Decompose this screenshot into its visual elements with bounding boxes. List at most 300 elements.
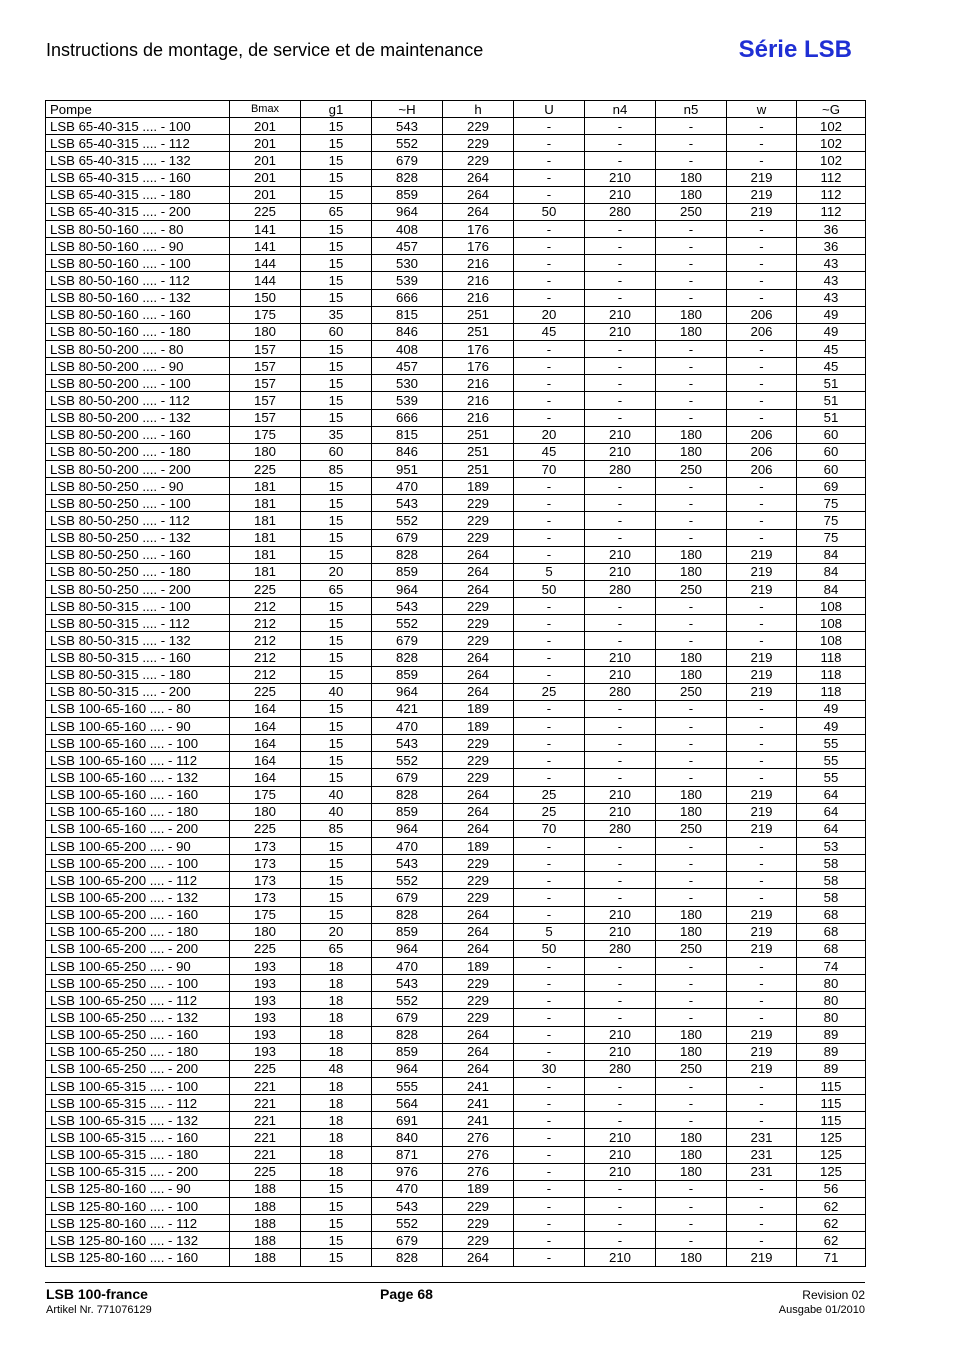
cell-w: - [727, 1232, 797, 1249]
cell-bmax: 221 [230, 1112, 301, 1129]
cell-n4: 210 [585, 169, 656, 186]
cell-h-approx: 828 [372, 1026, 443, 1043]
cell-w: - [727, 238, 797, 255]
cell-u: 25 [514, 803, 585, 820]
cell-n4: - [585, 238, 656, 255]
cell-u: - [514, 118, 585, 135]
table-row [46, 632, 866, 649]
cell-w: - [727, 975, 797, 992]
table-row [46, 306, 866, 323]
cell-u: - [514, 889, 585, 906]
cell-h: 251 [443, 323, 514, 340]
table-row [46, 975, 866, 992]
cell-h: 229 [443, 495, 514, 512]
cell-g-approx: 75 [797, 529, 866, 546]
cell-g1: 85 [301, 460, 372, 477]
cell-g1: 15 [301, 1249, 372, 1266]
cell-n5: - [656, 409, 727, 426]
cell-g-approx: 51 [797, 375, 866, 392]
cell-h-approx: 470 [372, 718, 443, 735]
cell-pompe: LSB 100-65-160 .... - 132 [46, 769, 230, 786]
cell-g-approx: 112 [797, 169, 866, 186]
cell-g1: 18 [301, 1095, 372, 1112]
cell-n4: 210 [585, 1129, 656, 1146]
cell-u: 70 [514, 460, 585, 477]
cell-u: - [514, 1215, 585, 1232]
cell-n5: - [656, 478, 727, 495]
cell-pompe: LSB 100-65-160 .... - 180 [46, 803, 230, 820]
cell-n5: - [656, 958, 727, 975]
table-row [46, 220, 866, 237]
cell-h-approx: 543 [372, 495, 443, 512]
cell-pompe: LSB 80-50-200 .... - 112 [46, 392, 230, 409]
cell-pompe: LSB 65-40-315 .... - 112 [46, 135, 230, 152]
cell-w: 219 [727, 923, 797, 940]
cell-bmax: 193 [230, 992, 301, 1009]
cell-h: 264 [443, 940, 514, 957]
cell-h: 264 [443, 186, 514, 203]
cell-n5: - [656, 529, 727, 546]
cell-u: - [514, 495, 585, 512]
cell-n5: 180 [656, 666, 727, 683]
cell-pompe: LSB 100-65-315 .... - 100 [46, 1078, 230, 1095]
cell-g1: 18 [301, 1009, 372, 1026]
cell-bmax: 180 [230, 803, 301, 820]
cell-n5: - [656, 358, 727, 375]
cell-w: - [727, 152, 797, 169]
cell-g1: 65 [301, 580, 372, 597]
cell-u: - [514, 632, 585, 649]
cell-g1: 15 [301, 769, 372, 786]
cell-h: 276 [443, 1146, 514, 1163]
cell-w: - [727, 718, 797, 735]
table-row [46, 340, 866, 357]
cell-g-approx: 64 [797, 786, 866, 803]
cell-h-approx: 828 [372, 786, 443, 803]
cell-w: 206 [727, 323, 797, 340]
table-row [46, 872, 866, 889]
cell-h: 229 [443, 752, 514, 769]
cell-pompe: LSB 80-50-200 .... - 180 [46, 443, 230, 460]
cell-w: 219 [727, 546, 797, 563]
cell-bmax: 225 [230, 1060, 301, 1077]
cell-u: - [514, 975, 585, 992]
cell-u: 20 [514, 306, 585, 323]
cell-h-approx: 846 [372, 323, 443, 340]
cell-h: 229 [443, 889, 514, 906]
cell-g-approx: 64 [797, 820, 866, 837]
cell-g-approx: 80 [797, 975, 866, 992]
cell-pompe: LSB 100-65-315 .... - 132 [46, 1112, 230, 1129]
cell-n4: 210 [585, 1249, 656, 1266]
cell-g-approx: 125 [797, 1146, 866, 1163]
cell-w: 219 [727, 906, 797, 923]
cell-pompe: LSB 80-50-315 .... - 180 [46, 666, 230, 683]
table-row [46, 323, 866, 340]
cell-n4: - [585, 735, 656, 752]
cell-h-approx: 964 [372, 820, 443, 837]
cell-h: 229 [443, 975, 514, 992]
cell-n5: 250 [656, 580, 727, 597]
cell-g-approx: 125 [797, 1163, 866, 1180]
cell-pompe: LSB 80-50-200 .... - 132 [46, 409, 230, 426]
cell-n4: - [585, 1232, 656, 1249]
cell-h-approx: 543 [372, 735, 443, 752]
cell-u: 45 [514, 443, 585, 460]
cell-u: 5 [514, 563, 585, 580]
cell-w: - [727, 1198, 797, 1215]
cell-n5: - [656, 375, 727, 392]
cell-n4: - [585, 478, 656, 495]
cell-n5: 180 [656, 443, 727, 460]
cell-pompe: LSB 80-50-200 .... - 90 [46, 358, 230, 375]
cell-h: 229 [443, 992, 514, 1009]
table-row [46, 923, 866, 940]
cell-n4: 210 [585, 1026, 656, 1043]
cell-bmax: 212 [230, 615, 301, 632]
cell-h-approx: 530 [372, 375, 443, 392]
cell-h-approx: 679 [372, 1009, 443, 1026]
cell-w: - [727, 855, 797, 872]
cell-h-approx: 964 [372, 203, 443, 220]
cell-bmax: 225 [230, 203, 301, 220]
cell-u: - [514, 1095, 585, 1112]
table-row [46, 169, 866, 186]
cell-u: 5 [514, 923, 585, 940]
cell-h-approx: 552 [372, 135, 443, 152]
cell-h: 216 [443, 375, 514, 392]
cell-w: - [727, 512, 797, 529]
cell-u: - [514, 409, 585, 426]
cell-pompe: LSB 100-65-160 .... - 80 [46, 700, 230, 717]
cell-n5: 250 [656, 460, 727, 477]
cell-g-approx: 115 [797, 1095, 866, 1112]
cell-g-approx: 51 [797, 409, 866, 426]
cell-g1: 85 [301, 820, 372, 837]
cell-pompe: LSB 100-65-200 .... - 100 [46, 855, 230, 872]
cell-bmax: 193 [230, 975, 301, 992]
cell-n5: - [656, 838, 727, 855]
cell-bmax: 193 [230, 1043, 301, 1060]
table-row [46, 820, 866, 837]
cell-pompe: LSB 80-50-315 .... - 112 [46, 615, 230, 632]
cell-pompe: LSB 100-65-160 .... - 112 [46, 752, 230, 769]
cell-h-approx: 859 [372, 803, 443, 820]
cell-g1: 18 [301, 1043, 372, 1060]
cell-bmax: 180 [230, 323, 301, 340]
cell-pompe: LSB 80-50-250 .... - 132 [46, 529, 230, 546]
cell-h: 251 [443, 460, 514, 477]
cell-w: 231 [727, 1146, 797, 1163]
cell-g1: 18 [301, 992, 372, 1009]
footer-edition: Ausgabe 01/2010 [778, 1304, 865, 1316]
cell-pompe: LSB 100-65-200 .... - 200 [46, 940, 230, 957]
cell-h-approx: 679 [372, 632, 443, 649]
table-row [46, 426, 866, 443]
cell-n5: - [656, 495, 727, 512]
cell-bmax: 175 [230, 786, 301, 803]
cell-n5: - [656, 975, 727, 992]
cell-u: - [514, 546, 585, 563]
cell-u: 50 [514, 203, 585, 220]
cell-g-approx: 89 [797, 1043, 866, 1060]
cell-n4: 210 [585, 546, 656, 563]
cell-bmax: 193 [230, 1026, 301, 1043]
cell-g1: 15 [301, 186, 372, 203]
cell-h: 229 [443, 152, 514, 169]
cell-h-approx: 859 [372, 186, 443, 203]
cell-pompe: LSB 80-50-160 .... - 90 [46, 238, 230, 255]
cell-n4: 210 [585, 1163, 656, 1180]
cell-g-approx: 60 [797, 426, 866, 443]
cell-bmax: 175 [230, 306, 301, 323]
cell-pompe: LSB 80-50-250 .... - 90 [46, 478, 230, 495]
cell-bmax: 221 [230, 1146, 301, 1163]
cell-u: - [514, 1009, 585, 1026]
cell-g-approx: 112 [797, 186, 866, 203]
cell-bmax: 201 [230, 135, 301, 152]
cell-g-approx: 68 [797, 906, 866, 923]
cell-n4: - [585, 1198, 656, 1215]
cell-g1: 65 [301, 203, 372, 220]
cell-h: 189 [443, 1180, 514, 1197]
cell-h-approx: 555 [372, 1078, 443, 1095]
cell-u: 50 [514, 580, 585, 597]
cell-g-approx: 49 [797, 323, 866, 340]
cell-g1: 18 [301, 1078, 372, 1095]
cell-g1: 15 [301, 632, 372, 649]
cell-h-approx: 552 [372, 512, 443, 529]
cell-n4: - [585, 152, 656, 169]
cell-g1: 20 [301, 563, 372, 580]
cell-w: 219 [727, 666, 797, 683]
cell-w: 219 [727, 683, 797, 700]
cell-n5: - [656, 752, 727, 769]
cell-h-approx: 552 [372, 872, 443, 889]
cell-w: - [727, 872, 797, 889]
cell-bmax: 201 [230, 118, 301, 135]
cell-pompe: LSB 100-65-160 .... - 160 [46, 786, 230, 803]
cell-u: - [514, 135, 585, 152]
cell-bmax: 157 [230, 409, 301, 426]
table-row [46, 1078, 866, 1095]
cell-pompe: LSB 100-65-200 .... - 90 [46, 838, 230, 855]
cell-pompe: LSB 80-50-200 .... - 80 [46, 340, 230, 357]
cell-h-approx: 408 [372, 340, 443, 357]
cell-h-approx: 457 [372, 358, 443, 375]
cell-g-approx: 60 [797, 460, 866, 477]
table-row [46, 889, 866, 906]
cell-h-approx: 964 [372, 1060, 443, 1077]
cell-w: - [727, 495, 797, 512]
cell-h: 241 [443, 1112, 514, 1129]
cell-g-approx: 58 [797, 889, 866, 906]
cell-n5: - [656, 992, 727, 1009]
cell-w: 231 [727, 1163, 797, 1180]
cell-bmax: 225 [230, 580, 301, 597]
cell-g1: 15 [301, 118, 372, 135]
table-row [46, 580, 866, 597]
cell-h: 229 [443, 529, 514, 546]
footer-doc-name: LSB 100-france [46, 1286, 148, 1302]
cell-u: 25 [514, 786, 585, 803]
cell-n5: - [656, 340, 727, 357]
column-header-g1: g1 [301, 101, 372, 118]
cell-u: - [514, 255, 585, 272]
cell-h: 176 [443, 220, 514, 237]
cell-bmax: 193 [230, 958, 301, 975]
cell-u: - [514, 735, 585, 752]
cell-pompe: LSB 100-65-160 .... - 100 [46, 735, 230, 752]
cell-w: 219 [727, 803, 797, 820]
cell-h: 229 [443, 1232, 514, 1249]
cell-h: 176 [443, 358, 514, 375]
cell-n4: - [585, 375, 656, 392]
cell-n5: - [656, 889, 727, 906]
cell-h-approx: 976 [372, 1163, 443, 1180]
cell-w: 219 [727, 786, 797, 803]
cell-g-approx: 108 [797, 615, 866, 632]
cell-n4: - [585, 769, 656, 786]
cell-n4: 210 [585, 803, 656, 820]
cell-u: - [514, 1180, 585, 1197]
cell-bmax: 164 [230, 718, 301, 735]
cell-n4: 210 [585, 186, 656, 203]
cell-g-approx: 49 [797, 700, 866, 717]
cell-h-approx: 691 [372, 1112, 443, 1129]
cell-n5: 180 [656, 186, 727, 203]
cell-bmax: 221 [230, 1095, 301, 1112]
cell-h-approx: 679 [372, 1232, 443, 1249]
cell-n5: - [656, 1215, 727, 1232]
cell-g1: 15 [301, 495, 372, 512]
cell-pompe: LSB 80-50-315 .... - 200 [46, 683, 230, 700]
cell-g1: 40 [301, 803, 372, 820]
cell-w: - [727, 375, 797, 392]
cell-g-approx: 55 [797, 735, 866, 752]
cell-u: - [514, 238, 585, 255]
cell-pompe: LSB 100-65-160 .... - 90 [46, 718, 230, 735]
cell-n4: - [585, 855, 656, 872]
cell-bmax: 212 [230, 649, 301, 666]
table-row [46, 1249, 866, 1266]
cell-pompe: LSB 65-40-315 .... - 160 [46, 169, 230, 186]
table-row [46, 700, 866, 717]
cell-h-approx: 828 [372, 906, 443, 923]
cell-g1: 15 [301, 358, 372, 375]
footer-article-number: Artikel Nr. 771076129 [46, 1304, 152, 1316]
cell-h: 251 [443, 306, 514, 323]
cell-n4: - [585, 718, 656, 735]
cell-bmax: 144 [230, 272, 301, 289]
cell-pompe: LSB 100-65-315 .... - 112 [46, 1095, 230, 1112]
footer-divider [45, 1282, 865, 1283]
cell-pompe: LSB 100-65-250 .... - 180 [46, 1043, 230, 1060]
cell-u: - [514, 649, 585, 666]
cell-h-approx: 859 [372, 563, 443, 580]
cell-g-approx: 75 [797, 512, 866, 529]
cell-n5: - [656, 512, 727, 529]
column-header-n4: n4 [585, 101, 656, 118]
cell-h: 264 [443, 1060, 514, 1077]
table-row [46, 375, 866, 392]
cell-h-approx: 539 [372, 272, 443, 289]
cell-g1: 15 [301, 546, 372, 563]
cell-h: 264 [443, 580, 514, 597]
cell-pompe: LSB 100-65-200 .... - 132 [46, 889, 230, 906]
cell-w: - [727, 409, 797, 426]
table-row [46, 478, 866, 495]
cell-n5: 180 [656, 786, 727, 803]
cell-n5: - [656, 1180, 727, 1197]
cell-n5: - [656, 220, 727, 237]
cell-g-approx: 45 [797, 340, 866, 357]
cell-pompe: LSB 80-50-250 .... - 180 [46, 563, 230, 580]
cell-h-approx: 470 [372, 838, 443, 855]
table-row [46, 752, 866, 769]
cell-u: - [514, 1026, 585, 1043]
cell-g-approx: 84 [797, 546, 866, 563]
cell-h-approx: 951 [372, 460, 443, 477]
cell-h-approx: 964 [372, 580, 443, 597]
cell-g1: 15 [301, 152, 372, 169]
cell-h-approx: 859 [372, 923, 443, 940]
cell-bmax: 157 [230, 358, 301, 375]
cell-h: 229 [443, 118, 514, 135]
cell-n5: 250 [656, 683, 727, 700]
column-header-w: w [727, 101, 797, 118]
cell-h: 264 [443, 1026, 514, 1043]
table-row [46, 958, 866, 975]
cell-g-approx: 89 [797, 1026, 866, 1043]
cell-g-approx: 80 [797, 1009, 866, 1026]
cell-g1: 18 [301, 1026, 372, 1043]
table-row [46, 563, 866, 580]
cell-g-approx: 125 [797, 1129, 866, 1146]
table-row [46, 906, 866, 923]
cell-h-approx: 543 [372, 855, 443, 872]
cell-h-approx: 530 [372, 255, 443, 272]
cell-pompe: LSB 65-40-315 .... - 200 [46, 203, 230, 220]
cell-g1: 15 [301, 169, 372, 186]
cell-bmax: 188 [230, 1198, 301, 1215]
cell-g-approx: 71 [797, 1249, 866, 1266]
cell-bmax: 212 [230, 598, 301, 615]
cell-h-approx: 552 [372, 615, 443, 632]
table-row [46, 1232, 866, 1249]
cell-bmax: 225 [230, 940, 301, 957]
cell-n4: - [585, 135, 656, 152]
cell-g1: 15 [301, 409, 372, 426]
table-row [46, 615, 866, 632]
cell-h-approx: 564 [372, 1095, 443, 1112]
cell-pompe: LSB 80-50-160 .... - 180 [46, 323, 230, 340]
cell-g1: 40 [301, 683, 372, 700]
cell-bmax: 221 [230, 1129, 301, 1146]
cell-w: - [727, 735, 797, 752]
cell-u: - [514, 512, 585, 529]
cell-g1: 18 [301, 1112, 372, 1129]
cell-w: 219 [727, 1026, 797, 1043]
cell-pompe: LSB 100-65-315 .... - 200 [46, 1163, 230, 1180]
cell-h: 241 [443, 1095, 514, 1112]
cell-u: - [514, 358, 585, 375]
table-row [46, 495, 866, 512]
cell-g-approx: 108 [797, 598, 866, 615]
cell-bmax: 181 [230, 495, 301, 512]
cell-n5: - [656, 872, 727, 889]
cell-g1: 15 [301, 1180, 372, 1197]
